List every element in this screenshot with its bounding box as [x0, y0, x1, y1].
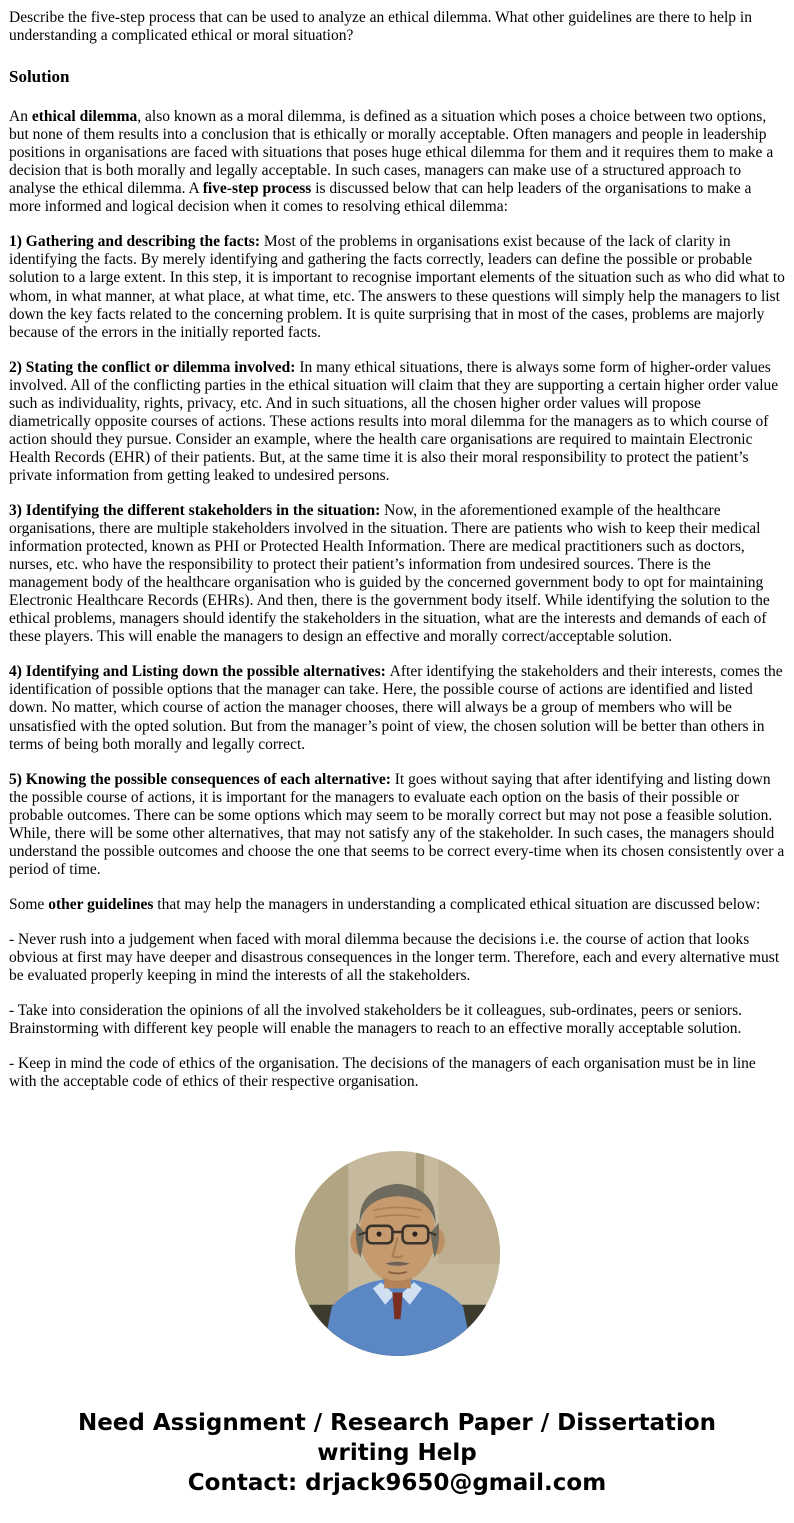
profile-photo-illustration	[295, 1151, 500, 1356]
paragraph: - Never rush into a judgement when faced with moral dilemma because the decisions i.e. the course of action that looks obvious at first may have deeper and disastrous consequences in the longer term. Therefore, each and every alternative must be evaluated properly keeping in mind the interests of all the stakeholders.	[9, 930, 780, 985]
footer-line-1: Need Assignment / Research Paper / Dissertation	[77, 1410, 717, 1437]
solution-paragraphs	[9, 108, 785, 1091]
paragraph: 5) Knowing the possible consequences of each alternative: It goes without saying that after identifying and listing down the possible course of actions, it is important for the managers to evaluate each option on the basis of their possible or probable outcomes. There can be some options which may seem to be morally correct but may not pose a feasible solution. While, there will be some other alternatives, that may not satisfy any of the stakeholder. In such cases, the managers should understand the possible outcomes and choose the one that seems to be correct every-time when its chosen consistently over a period of time.	[9, 770, 785, 878]
paragraph: Some other guidelines that may help the managers in understanding a complicated ethical situation are discussed below:	[9, 895, 761, 913]
paragraph: 1) Gathering and describing the facts: Most of the problems in organisations exist because of the lack of clarity in identifying the facts. By merely identifying and gathering the facts correctly, leaders can define the possible or probable solution to a large extent. In this step, it is important to recognise important elements of the situation such as who did what to whom, in what manner, at what place, at what time, etc. The answers to these questions will simply help the managers to list down the key facts related to the concerning problem. It is quite surprising that in most of the cases, problems are majorly because of the errors in the initially reported facts.	[9, 233, 785, 341]
paragraph: 3) Identifying the different stakeholders in the situation: Now, in the aforementioned example of the healthcare organisations, there are multiple stakeholders involved in the situation. There are patients who wish to keep their medical information protected, known as PHI or Protected Health Information. There are medical practitioners such as doctors, nurses, etc. who have the responsibility to protect their patient’s information from undesired sources. There is the management body of the healthcare organisation who is guided by the concerned government body to opt for maintaining Electronic Healthcare Records (EHRs). And then, there is the government body itself. While identifying the solution to the ethical problems, managers should identify the stakeholders in the situation, what are the interests and demands of each of these players. This will enable the managers to design an effective and morally correct/acceptable solution.	[9, 501, 770, 646]
footer-banner	[9, 1408, 785, 1522]
solution-heading: Solution	[9, 67, 70, 87]
profile-photo	[295, 1151, 500, 1356]
paragraph: 4) Identifying and Listing down the possible alternatives: After identifying the stakeholders and their interests, comes the identification of possible options that the manager can take. Here, the possible course of actions are identified and listed down. No matter, which course of action the manager chooses, there will always be a group of members who will be unsatisfied with the opted solution. But from the manager’s point of view, the chosen solution will be better than others in terms of being both morally and legally correct.	[9, 663, 783, 753]
footer-line-2: writing Help	[317, 1440, 477, 1467]
paragraph: An ethical dilemma, also known as a moral dilemma, is defined as a situation which poses a choice between two options, but none of them results into a conclusion that is ethically or morally acceptable. Often managers and people in leadership positions in organisations are faced with situations that poses huge ethical dilemma for them and it requires them to make a decision that is both morally and legally acceptable. In such cases, managers can make use of a structured approach to analyse the ethical dilemma. A five-step process is discussed below that can help leaders of the organisations to make a more informed and logical decision when it comes to resolving ethical dilemma:	[9, 108, 774, 216]
paragraph: 2) Stating the conflict or dilemma involved: In many ethical situations, there is always some form of higher-order values involved. All of the conflicting parties in the ethical situation will claim that they are supporting a certain higher order value such as individuality, rights, privacy, etc. And in such situations, all the chosen higher order values will propose diametrically opposite courses of actions. These actions results into moral dilemma for the managers as to which course of action should they pursue. Consider an example, where the health care organisations are required to maintain Electronic Health Records (EHR) of their patients. But, at the same time it is also their moral responsibility to protect the patient’s private information from getting leaked to undesired persons.	[9, 358, 779, 484]
question-text: Describe the five-step process that can be used to analyze an ethical dilemma. What other guidelines are there to help in understanding a complicated ethical or moral situation?	[9, 9, 752, 45]
paragraph: - Keep in mind the code of ethics of the organisation. The decisions of the managers of each organisation must be in line with the acceptable code of ethics of their respective organisation.	[9, 1055, 756, 1091]
paragraph: - Take into consideration the opinions of all the involved stakeholders be it colleagues, sub-ordinates, peers or seniors. Brainstorming with different key people will enable the managers to reach to an effective morally acceptable solution.	[9, 1002, 742, 1038]
footer-contact-email: Contact: drjack9650@gmail.com	[187, 1470, 607, 1497]
